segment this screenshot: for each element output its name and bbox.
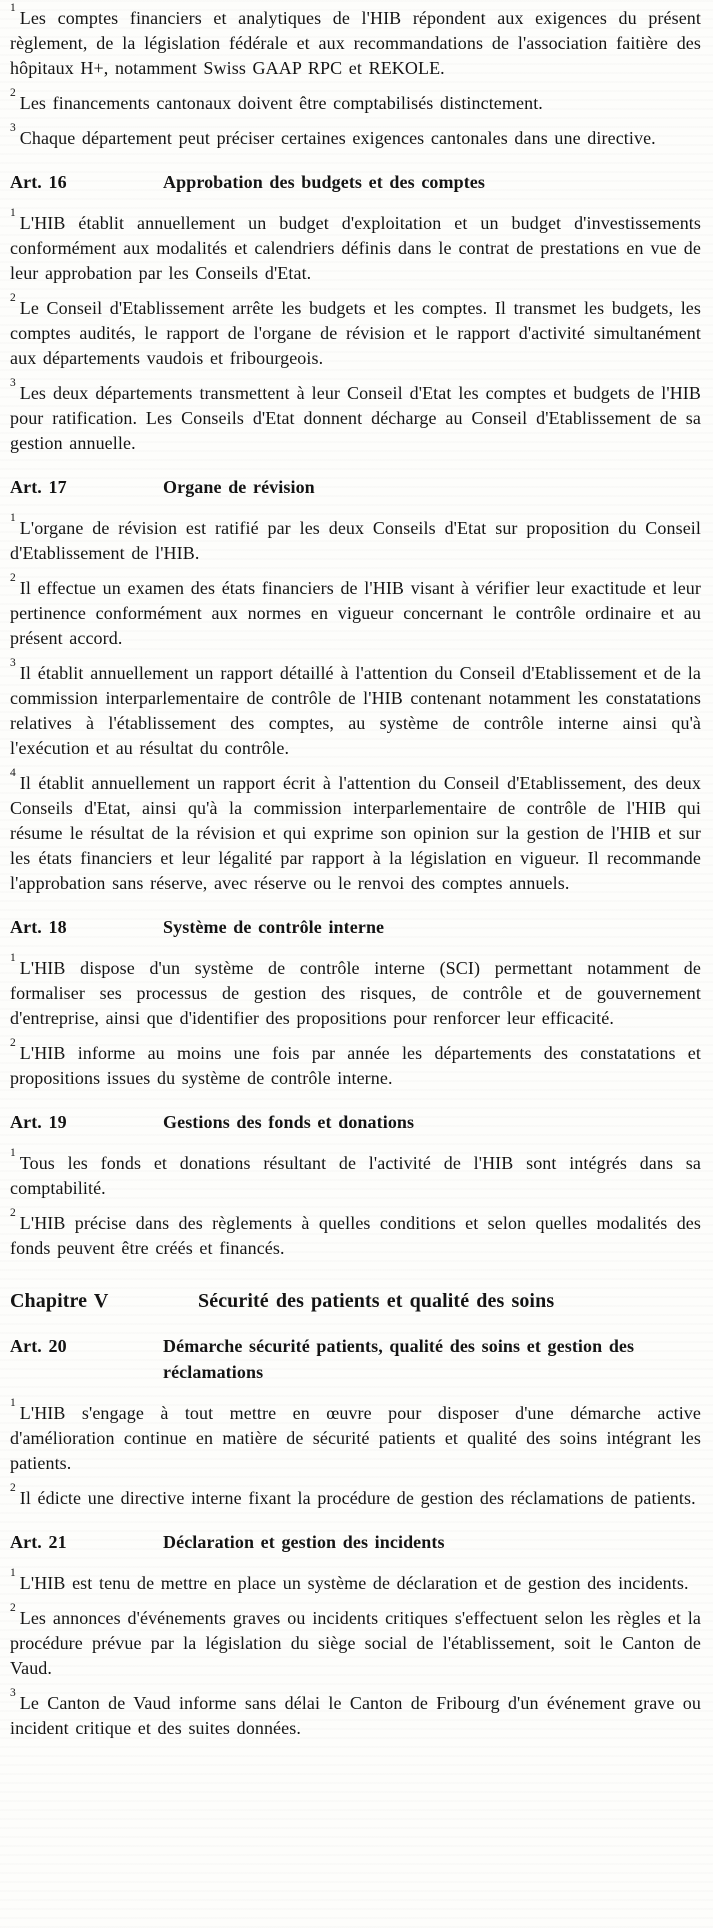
article-title: Organe de révision [163,477,315,497]
paragraph-superscript: 3 [10,1687,16,1699]
paragraph-text: Il établit annuellement un rapport détaillé à l'attention du Conseil d'Etablissement et de la commission interparlementaire de contrôle de l'HIB contenant notamment les constatations relatives à l'établissement des comptes, au système de contrôle interne ainsi qu'à l'exécution et au résultat du contrôle. [10,663,701,758]
paragraph-text: Tous les fonds et donations résultant de l'activité de l'HIB sont intégrés dans sa comptabilité. [10,1153,701,1198]
paragraph-superscript: 1 [10,2,16,14]
paragraph-superscript: 2 [10,292,16,304]
article-16-paragraph-1 [10,207,701,286]
paragraph-text: Les comptes financiers et analytiques de l'HIB répondent aux exigences du présent règlement, de la législation fédérale et aux recommandations de l'association faitière des hôpitaux H+, notamment Swiss GAAP RPC et REKOLE. [10,8,701,78]
article-21-paragraph-3 [10,1687,701,1741]
article-20-heading [10,1333,701,1385]
paragraph-superscript: 1 [10,952,16,964]
paragraph-superscript: 4 [10,767,16,779]
paragraph-text: L'HIB informe au moins une fois par année les départements des constatations et propositions issues du système de contrôle interne. [10,1043,701,1088]
paragraph-superscript: 1 [10,512,16,524]
paragraph-superscript: 2 [10,1482,16,1494]
article-21-heading [10,1529,701,1555]
paragraph-superscript: 3 [10,377,16,389]
article-number: Art. 18 [10,917,67,937]
paragraph-text: Il édicte une directive interne fixant la procédure de gestion des réclamations de patients. [19,1488,696,1508]
paragraph-text: Les deux départements transmettent à leur Conseil d'Etat les comptes et budgets de l'HIB pour ratification. Les Conseils d'Etat donnent décharge au Conseil d'Etablissement de sa gestion annuelle. [10,383,701,453]
article-21-paragraph-2 [10,1602,701,1681]
paragraph-superscript: 3 [10,122,16,134]
article-20-paragraph-1 [10,1397,701,1476]
paragraph-superscript: 1 [10,207,16,219]
paragraph-text: Chaque département peut préciser certaines exigences cantonales dans une directive. [19,128,656,148]
article-title: Approbation des budgets et des comptes [163,172,485,192]
paragraph-superscript: 1 [10,1567,16,1579]
paragraph-text: Il effectue un examen des états financiers de l'HIB visant à vérifier leur exactitude et leur pertinence conformément aux normes en vigueur concernant le contrôle ordinaire et au présent accord. [10,578,701,648]
paragraph-superscript: 2 [10,1602,16,1614]
paragraph-text: L'HIB établit annuellement un budget d'exploitation et un budget d'investissements conformément aux modalités et calendriers définis dans le contrat de prestations en vue de leur approbation par les Conseils d'Etat. [10,213,701,283]
article-17-paragraph-1 [10,512,701,566]
article-18-heading [10,914,701,940]
article-17-paragraph-2 [10,572,701,651]
article-17-paragraph-4 [10,767,701,896]
article-title: Déclaration et gestion des incidents [163,1532,445,1552]
paragraph-text: Le Canton de Vaud informe sans délai le Canton de Fribourg d'un événement grave ou incident critique et des suites données. [10,1693,701,1738]
paragraph-superscript: 2 [10,1207,16,1219]
article-title: Système de contrôle interne [163,917,385,937]
paragraph-superscript: 1 [10,1397,16,1409]
paragraph-superscript: 1 [10,1147,16,1159]
article-19-paragraph-1 [10,1147,701,1201]
article-number: Art. 17 [10,477,67,497]
article-title: Gestions des fonds et donations [163,1112,415,1132]
paragraph-text: L'HIB précise dans des règlements à quelles conditions et selon quelles modalités des fonds peuvent être créés et financés. [10,1213,701,1258]
article-21-paragraph-1 [10,1567,701,1596]
intro-paragraph-1 [10,2,701,81]
paragraph-text: Il établit annuellement un rapport écrit à l'attention du Conseil d'Etablissement, des deux Conseils d'Etat, ainsi qu'à la commission interparlementaire de contrôle de l'HIB qui résume le résultat de la révision et qui exprime son opinion sur la gestion de l'HIB et sur les états financiers et leur légalité par rapport à la législation en vigueur. Il recommande l'approbation sans réserve, avec réserve ou le renvoi des comptes annuels. [10,773,701,893]
article-number: Art. 20 [10,1336,67,1356]
article-number: Art. 16 [10,172,67,192]
paragraph-superscript: 2 [10,87,16,99]
paragraph-text: L'HIB s'engage à tout mettre en œuvre pour disposer d'une démarche active d'amélioration continue en matière de sécurité patients et qualité des soins intégrant les patients. [10,1403,701,1473]
intro-paragraph-3 [10,122,701,151]
paragraph-superscript: 3 [10,657,16,669]
article-19-heading [10,1109,701,1135]
article-number: Art. 19 [10,1112,67,1132]
article-16-paragraph-3 [10,377,701,456]
paragraph-superscript: 2 [10,572,16,584]
article-17-paragraph-3 [10,657,701,761]
chapter-5-heading [10,1287,701,1315]
paragraph-text: L'HIB est tenu de mettre en place un système de déclaration et de gestion des incidents. [19,1573,689,1593]
article-16-heading [10,169,701,195]
paragraph-text: L'organe de révision est ratifié par les deux Conseils d'Etat sur proposition du Conseil d'Etablissement de l'HIB. [10,518,701,563]
article-16-paragraph-2 [10,292,701,371]
paragraph-text: Le Conseil d'Etablissement arrête les budgets et les comptes. Il transmet les budgets, les comptes audités, le rapport de l'organe de révision et le rapport d'activité simultanément aux départements vaudois et fribourgeois. [10,298,701,368]
article-title: Démarche sécurité patients, qualité des soins et gestion des réclamations [163,1336,635,1382]
chapter-number: Chapitre V [10,1290,109,1312]
chapter-title: Sécurité des patients et qualité des soins [198,1290,555,1312]
article-19-paragraph-2 [10,1207,701,1261]
article-18-paragraph-1 [10,952,701,1031]
article-18-paragraph-2 [10,1037,701,1091]
paragraph-text: Les financements cantonaux doivent être comptabilisés distinctement. [19,93,543,113]
article-20-paragraph-2 [10,1482,701,1511]
article-17-heading [10,474,701,500]
article-number: Art. 21 [10,1532,67,1552]
intro-paragraph-2 [10,87,701,116]
paragraph-text: L'HIB dispose d'un système de contrôle interne (SCI) permettant notamment de formaliser ses processus de gestion des risques, de contrôle et de gouvernement d'entreprise, ainsi que d'identifier des propositions pour renforcer leur efficacité. [10,958,701,1028]
paragraph-superscript: 2 [10,1037,16,1049]
paragraph-text: Les annonces d'événements graves ou incidents critiques s'effectuent selon les règles et la procédure prévue par la législation du siège social de l'établissement, soit le Canton de Vaud. [10,1608,701,1678]
